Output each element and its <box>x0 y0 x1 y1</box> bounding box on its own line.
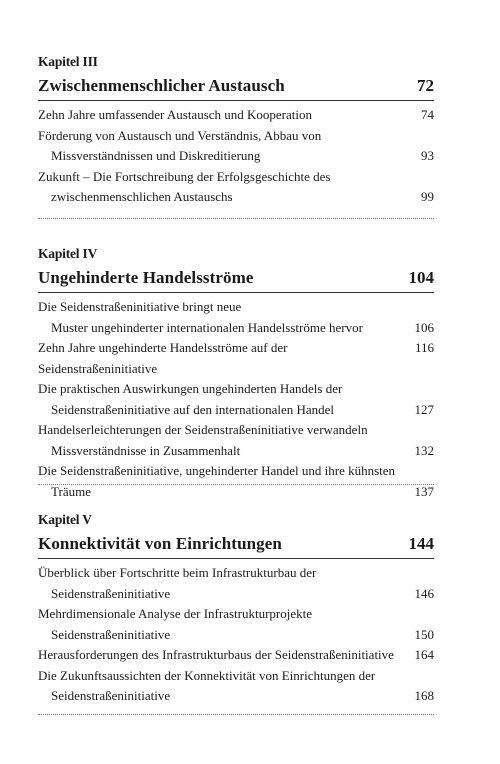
entry-text: Förderung von Austausch und Verständnis, Abbau von <box>38 127 322 143</box>
entry-page-number: 132 <box>414 442 434 458</box>
entry-text: Missverständnisse in Zusammenhalt <box>51 442 241 458</box>
chapter-title: Ungehinderte Handelsströme <box>38 268 254 287</box>
entry-text: Die Zukunftsaussichten der Konnektivität von Einrichtungen der <box>38 667 376 683</box>
chapter-5 <box>38 512 434 707</box>
entry-text: Muster ungehinderter internationalen Handelsströme hervor <box>51 319 363 335</box>
entry-text: Mehrdimensionale Analyse der Infrastrukturprojekte <box>38 606 312 621</box>
entry-text: Seidenstraßeninitiative <box>51 688 171 703</box>
chapter-rule <box>38 100 434 101</box>
section-divider <box>38 714 434 715</box>
chapter-heading[interactable] <box>38 268 434 288</box>
entry-text: Missverständnissen und Diskreditierung <box>51 148 261 163</box>
toc-entry[interactable] <box>38 126 434 167</box>
chapter-title: Konnektivität von Einrichtungen <box>38 534 282 553</box>
chapter-rule <box>38 292 434 293</box>
entry-page-number: 99 <box>421 189 434 204</box>
toc-entry[interactable] <box>38 461 434 502</box>
chapter-heading[interactable] <box>38 76 434 96</box>
chapter-label: Kapitel III <box>38 54 98 69</box>
entry-page-number: 150 <box>414 626 434 642</box>
entry-text: Zehn Jahre ungehinderte Handelsströme auf der Seidenstraßeninitiative <box>38 340 288 376</box>
entry-page-number: 74 <box>421 107 434 122</box>
chapter-heading[interactable] <box>38 534 434 554</box>
entry-page-number: 146 <box>414 585 434 601</box>
chapter-label: Kapitel IV <box>38 246 98 261</box>
section-divider <box>38 484 434 485</box>
chapter-3 <box>38 54 434 208</box>
toc-entry[interactable] <box>38 379 434 420</box>
entry-text: Herausforderungen des Infrastrukturbaus der Seidenstraßeninitiative <box>38 647 394 662</box>
toc-entry[interactable] <box>38 167 434 208</box>
entry-page-number: 168 <box>414 688 434 703</box>
chapter-page-number: 144 <box>408 534 434 553</box>
entry-text: Seidenstraßeninitiative <box>51 626 171 642</box>
entry-text: Zehn Jahre umfassender Austausch und Kooperation <box>38 107 313 122</box>
toc-entry[interactable] <box>38 297 434 338</box>
entry-text: Die praktischen Auswirkungen ungehinderten Handels der <box>38 381 343 396</box>
toc-entry[interactable] <box>38 420 434 461</box>
toc-entry[interactable] <box>38 645 434 666</box>
toc-entry[interactable] <box>38 563 434 604</box>
chapter-page-number: 72 <box>417 76 434 95</box>
entry-page-number: 127 <box>414 401 434 417</box>
toc-entry[interactable] <box>38 105 434 126</box>
entry-text: Zukunft – Die Fortschreibung der Erfolgsgeschichte des <box>38 168 331 184</box>
chapter-page-number: 104 <box>408 268 434 287</box>
entry-page-number: 164 <box>414 647 434 662</box>
chapter-title: Zwischenmenschlicher Austausch <box>38 76 285 95</box>
entry-text: zwischenmenschlichen Austauschs <box>51 189 233 204</box>
entry-page-number: 93 <box>421 148 434 163</box>
chapter-4 <box>38 246 434 502</box>
entry-text: Seidenstraßeninitiative <box>51 585 171 601</box>
entry-text: Die Seidenstraßeninitiative bringt neue <box>38 299 242 314</box>
entry-text: Die Seidenstraßeninitiative, ungehinderter Handel und ihre kühnsten <box>38 463 396 478</box>
section-divider <box>38 218 434 219</box>
entry-text: Seidenstraßeninitiative auf den internationalen Handel <box>51 401 335 417</box>
toc-entry[interactable] <box>38 604 434 645</box>
entry-text: Überblick über Fortschritte beim Infrastrukturbau der <box>38 565 317 580</box>
entry-text: Träume <box>51 483 91 499</box>
entry-page-number: 106 <box>414 319 434 335</box>
entry-text: Handelserleichterungen der Seidenstraßeninitiative verwandeln <box>38 422 368 437</box>
toc-entry[interactable] <box>38 666 434 707</box>
entry-page-number: 137 <box>414 483 434 499</box>
entry-page-number: 116 <box>414 340 434 355</box>
chapter-label: Kapitel V <box>38 512 92 527</box>
toc-entry[interactable] <box>38 338 434 379</box>
chapter-rule <box>38 558 434 559</box>
